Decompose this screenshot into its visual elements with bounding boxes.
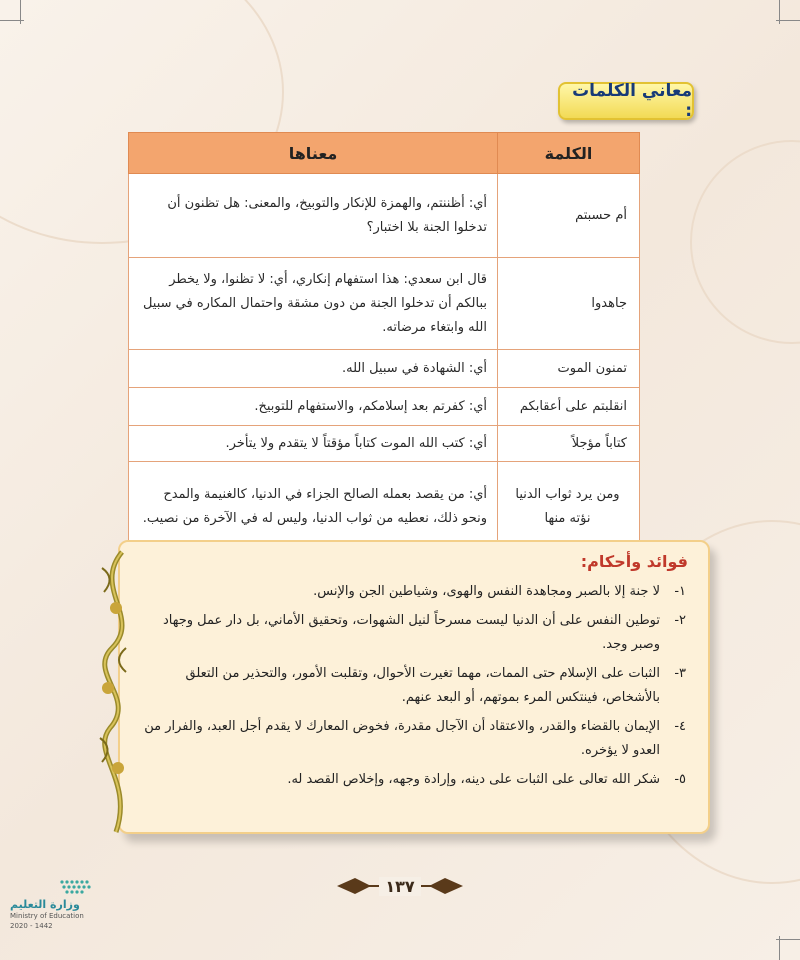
item-number: ٥- <box>674 772 686 787</box>
word-cell: تمنون الموت <box>498 350 640 388</box>
ministry-logo <box>6 878 116 938</box>
benefits-list <box>138 580 686 797</box>
item-text: شكر الله تعالى على الثبات على دينه، وإرادة وجهه، وإخلاص القصد له. <box>287 772 660 787</box>
list-item <box>138 662 686 710</box>
vocabulary-table <box>128 132 640 552</box>
page-number-badge <box>335 874 465 898</box>
word-cell: كتاباً مؤجلاً <box>498 426 640 462</box>
benefits-box <box>118 540 710 834</box>
item-number: ٢- <box>674 613 686 628</box>
column-header-word: الكلمة <box>498 133 640 174</box>
list-item <box>138 768 686 792</box>
word-cell: انقلبتم على أعقابكم <box>498 388 640 426</box>
crop-mark <box>776 939 800 940</box>
item-number: ١- <box>674 584 686 599</box>
crop-mark <box>0 20 24 21</box>
meaning-cell: أي: كتب الله الموت كتاباً مؤقتاً لا يتقدم ولا يتأخر. <box>129 426 498 462</box>
item-text: الثبات على الإسلام حتى الممات، مهما تغيرت الأحوال، وتقلبت الأمور، والتحذير من التعلق بالأشخاص، فينتكس المرء بموتهم، أو البعد عنهم. <box>185 666 660 705</box>
table-row <box>129 350 640 388</box>
table-row <box>129 388 640 426</box>
meaning-cell: قال ابن سعدي: هذا استفهام إنكاري، أي: لا تظنوا، ولا يخطر ببالكم أن تدخلوا الجنة من دون مشقة واحتمال المكاره في سبيل الله وابتغاء مرضاته. <box>129 258 498 350</box>
table-row <box>129 462 640 552</box>
word-cell: ومن يرد ثواب الدنيا نؤته منها <box>498 462 640 552</box>
ministry-name: وزارة التعليم <box>10 898 80 911</box>
item-number: ٣- <box>674 666 686 681</box>
section-title: معاني الكلمات : <box>572 81 692 121</box>
meaning-cell: أي: كفرتم بعد إسلامكم، والاستفهام للتوبيخ. <box>129 388 498 426</box>
list-item <box>138 580 686 604</box>
item-text: لا جنة إلا بالصبر ومجاهدة النفس والهوى، وشياطين الجن والإنس. <box>313 584 660 599</box>
ministry-dots-icon <box>58 878 98 896</box>
list-item <box>138 609 686 657</box>
ornamental-vine-icon <box>82 548 146 836</box>
table-row <box>129 426 640 462</box>
item-text: الإيمان بالقضاء والقدر، والاعتقاد أن الآجال مقدرة، فخوض المعارك لا يقدم أجل العبد، والفرار من العدو لا يؤخره. <box>144 719 660 758</box>
section-title-tab <box>558 82 694 120</box>
list-item <box>138 715 686 763</box>
ministry-name-en: Ministry of Education <box>10 912 84 920</box>
meaning-cell: أي: الشهادة في سبيل الله. <box>129 350 498 388</box>
benefits-title: فوائد وأحكام: <box>580 552 688 571</box>
table-header-row <box>129 133 640 174</box>
meaning-cell: أي: من يقصد بعمله الصالح الجزاء في الدنيا، كالغنيمة والمدح ونحو ذلك، نعطيه من ثواب الدنيا، وليس له في الآخرة من نصيب. <box>129 462 498 552</box>
table-row <box>129 258 640 350</box>
column-header-meaning: معناها <box>129 133 498 174</box>
crop-mark <box>776 20 800 21</box>
table-row <box>129 174 640 258</box>
page-number: ١٣٧ <box>379 877 420 896</box>
word-cell: أم حسبتم <box>498 174 640 258</box>
item-text: توطين النفس على أن الدنيا ليست مسرحاً لنيل الشهوات، وتحقيق الأماني، بل دار عمل وجهاد وصبر وجد. <box>162 613 660 652</box>
item-number: ٤- <box>674 719 686 734</box>
meaning-cell: أي: أظننتم، والهمزة للإنكار والتوبيخ، والمعنى: هل تظنون أن تدخلوا الجنة بلا اختبار؟ <box>129 174 498 258</box>
ministry-year: 2020 - 1442 <box>10 922 53 930</box>
word-cell: جاهدوا <box>498 258 640 350</box>
